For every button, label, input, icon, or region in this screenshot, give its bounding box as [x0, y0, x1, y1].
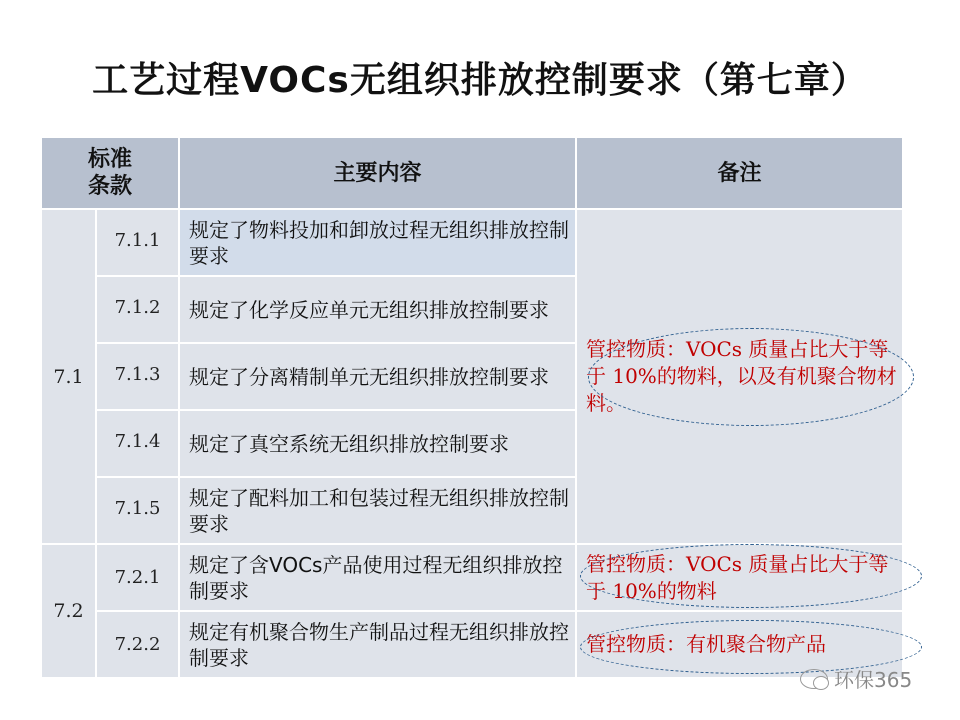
header-content: 主要内容 [179, 137, 576, 209]
content-cell: 规定有机聚合物生产制品过程无组织排放控制要求 [179, 611, 576, 678]
content-cell: 规定了化学反应单元无组织排放控制要求 [179, 276, 576, 343]
note-prefix: 管控物质： [586, 551, 686, 576]
content-cell: 规定了含VOCs产品使用过程无组织排放控制要求 [179, 544, 576, 611]
page-title: 工艺过程VOCs无组织排放控制要求（第七章） [92, 60, 868, 101]
header-clause: 标准条款 [41, 137, 179, 209]
header-note: 备注 [576, 137, 903, 209]
note-prefix: 管控物质： [586, 337, 686, 361]
table-row [41, 209, 903, 276]
clause-cell: 7.1 [41, 209, 96, 544]
note-text: 10% [612, 364, 657, 388]
note-cell [576, 544, 903, 611]
note-text: 质量占比大于等于 [586, 337, 889, 388]
sub-clause-cell: 7.1.2 [96, 276, 179, 343]
note-text: 10% [612, 578, 657, 603]
sub-clause-cell: 7.1.1 [96, 209, 179, 276]
note-text: VOCs [686, 551, 743, 576]
note-cell [576, 209, 903, 544]
table-header-row [41, 137, 903, 209]
note-cell: 管控物质：有机聚合物产品 [576, 611, 903, 678]
note-text: 质量占比大于等于 [586, 551, 889, 603]
sub-clause-cell: 7.1.3 [96, 343, 179, 410]
content-cell: 规定了配料加工和包装过程无组织排放控制要求 [179, 477, 576, 544]
table-row [41, 544, 903, 611]
watermark [800, 664, 912, 693]
sub-clause-cell: 7.2.1 [96, 544, 179, 611]
wechat-icon [800, 669, 828, 689]
sub-clause-cell: 7.1.5 [96, 477, 179, 544]
sub-clause-cell: 7.2.2 [96, 611, 179, 678]
note-text: 的物料，以及有机聚合物材料。 [586, 364, 897, 415]
content-cell: 规定了分离精制单元无组织排放控制要求 [179, 343, 576, 410]
watermark-text: 环保365 [834, 668, 913, 692]
note-text: VOCs [686, 337, 743, 361]
note-text: 的物料 [656, 578, 717, 603]
requirements-table [40, 136, 904, 679]
sub-clause-cell: 7.1.4 [96, 410, 179, 477]
content-cell: 规定了真空系统无组织排放控制要求 [179, 410, 576, 477]
table-row [41, 611, 903, 678]
clause-cell: 7.2 [41, 544, 96, 678]
content-cell: 规定了物料投加和卸放过程无组织排放控制要求 [179, 209, 576, 276]
